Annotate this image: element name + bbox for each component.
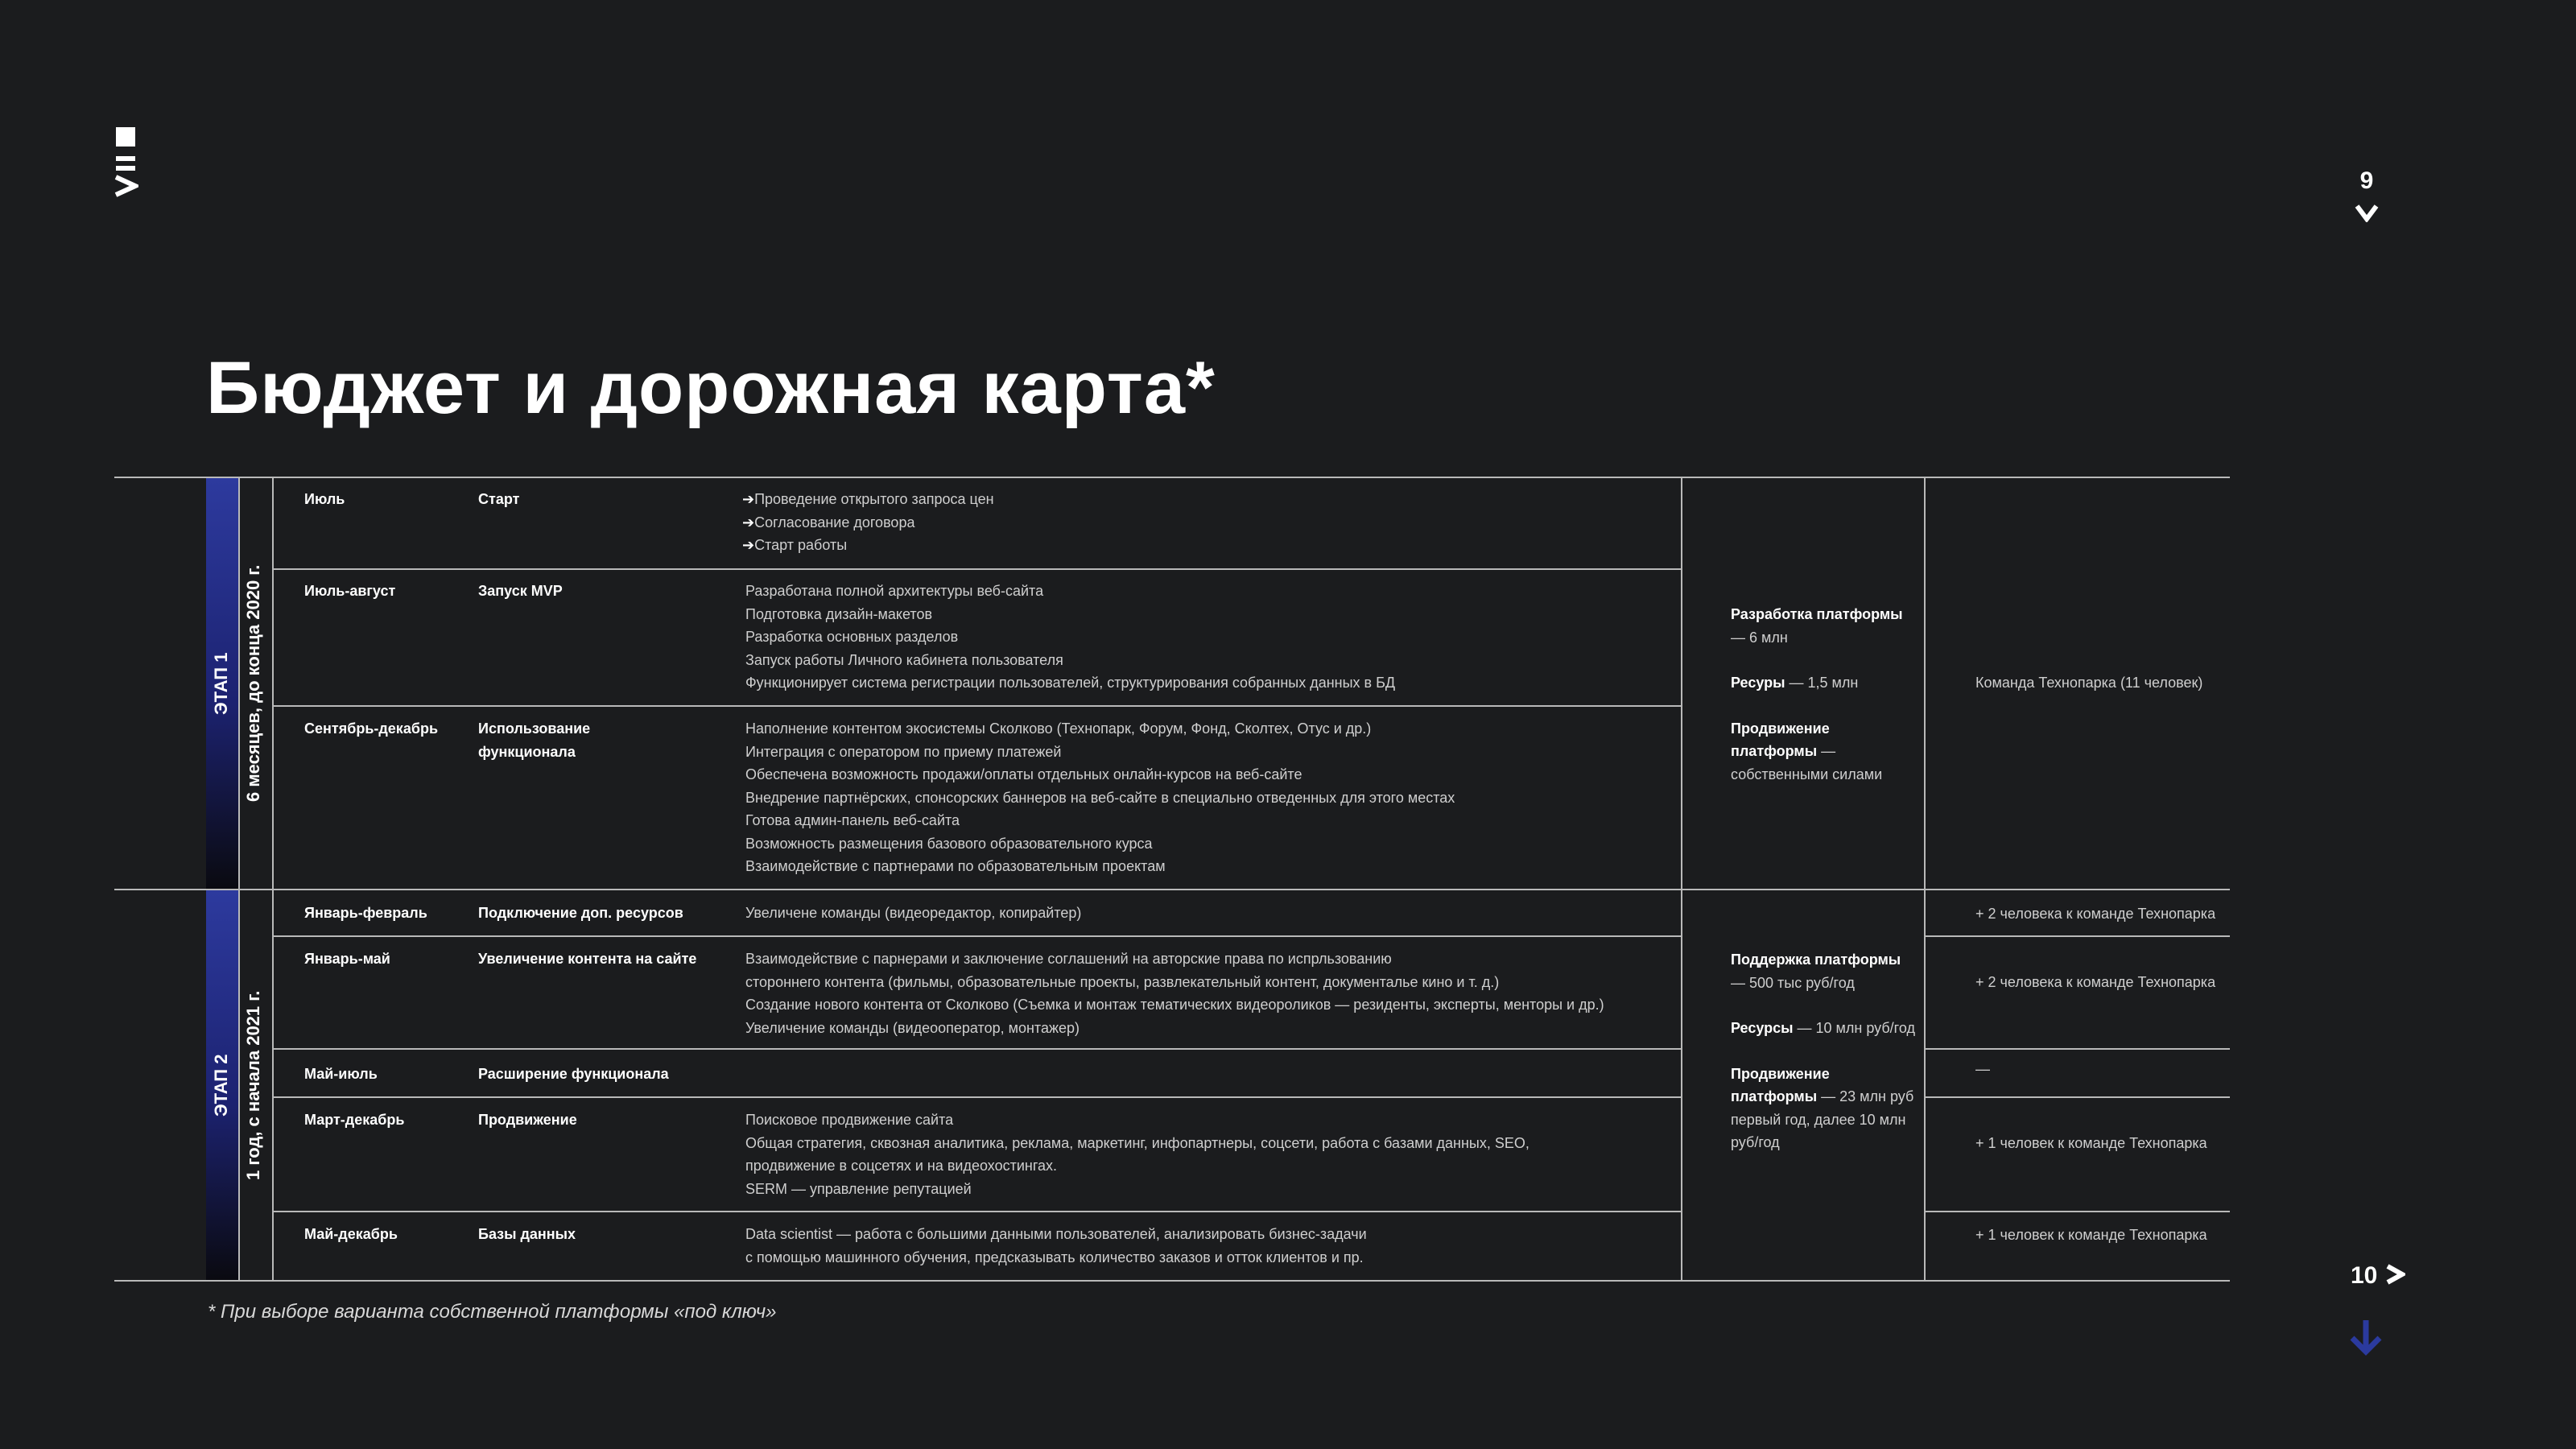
stage2-budget [1731, 948, 1916, 1154]
stage2-row5-name: Базы данных [478, 1226, 576, 1242]
list-item: Готова админ-панель веб-сайта [745, 812, 960, 828]
stage2-row5-period: Май-декабрь [304, 1226, 398, 1242]
stage2-row4-team: + 1 человек к команде Технопарка [1975, 1135, 2207, 1151]
stage1-row1-period: Июль [304, 491, 345, 507]
list-item: Обеспечена возможность продажи/оплаты отдельных онлайн-курсов на веб-сайте [745, 766, 1302, 782]
list-item: Поисковое продвижение сайта [745, 1112, 954, 1128]
list-item: ➔Согласование договора [742, 514, 915, 530]
list-item: с помощью машинного обучения, предсказывать количество заказов и отток клиентов и пр. [745, 1249, 1364, 1265]
stage2-row4-name: Продвижение [478, 1112, 577, 1128]
list-item: Взаимодействие с парнерами и заключение соглашений на авторские права по испрльзованию [745, 951, 1392, 967]
list-item: Увеличене команды (видеоредактор, копирайтер) [745, 905, 1082, 921]
list-item: ➔Старт работы [742, 537, 848, 553]
list-item: Data scientist — работа с большими данными пользователей, анализировать бизнес-задачи [745, 1226, 1367, 1242]
stage2-row3-period: Май-июль [304, 1066, 378, 1082]
stage2-row1-name: Подключение доп. ресурсов [478, 905, 683, 921]
chevron-down-icon [2355, 203, 2379, 222]
stage1-row3-period: Сентябрь-декабрь [304, 720, 439, 737]
chevron-right-icon [2384, 1264, 2405, 1285]
stage2-row2-team: + 2 человека к команде Технопарка [1975, 974, 2216, 990]
stage2-row2-period: Январь-май [304, 951, 390, 967]
list-item: стороннего контента (фильмы, образовательные проекты, развлекательный контент, документалье кино и т. д.) [745, 973, 1500, 990]
list-item: ➔Проведение открытого запроса цен [742, 491, 994, 507]
footnote: * При выборе варианта собственной платформы «под ключ» [208, 1301, 777, 1323]
stage2-row5-team: + 1 человек к команде Технопарка [1975, 1227, 2207, 1243]
stage1-row3-name: Использование функционала [478, 720, 591, 760]
list-item: Подготовка дизайн-макетов [745, 605, 933, 622]
list-item: Взаимодействие с партнерами по образовательным проектам [745, 858, 1166, 874]
stage2-row5-tasks [745, 1223, 1367, 1269]
stage2-row3-team: — [1975, 1061, 1990, 1077]
stage2-row2-name: Увеличение контента на сайте [478, 951, 697, 967]
next-page-number: 10 [2351, 1262, 2378, 1289]
list-item: Функционирует система регистрации пользователей, структурирования собранных данных в БД [745, 675, 1396, 691]
budget-item: Разработка платформы — 6 млн [1731, 606, 1903, 646]
stage1-row2-period: Июль-август [304, 583, 396, 599]
stage2-row1-period: Январь-февраль [304, 905, 427, 921]
stage2-row1-tasks [745, 902, 1081, 925]
page-number: 9 [2359, 167, 2374, 194]
list-item: продвижение в соцсетях и на видеохостингах. [745, 1158, 1058, 1174]
stage-1-label: ЭТАП 1 [211, 652, 231, 715]
budget-item: Поддержка платформы — 500 тыс руб/год [1731, 952, 1901, 991]
budget-item: Ресуры — 1,5 млн [1731, 675, 1859, 691]
next-page-button[interactable] [2351, 1262, 2405, 1290]
stage2-row2-tasks [745, 947, 1604, 1039]
stage1-budget [1731, 603, 1908, 786]
stage2-row4-tasks [745, 1108, 1530, 1200]
stage2-row4-period: Март-декабрь [304, 1112, 405, 1128]
list-item: Запуск работы Личного кабинета пользователя [745, 651, 1063, 668]
arrow-down-icon[interactable] [2346, 1317, 2386, 1357]
list-item: Внедрение партнёрских, спонсорских баннеров на веб-сайте в специально отведенных для этого местах [745, 789, 1455, 806]
logo [113, 126, 138, 196]
list-item: Наполнение контентом экосистемы Сколково (Технопарк, Форум, Фонд, Сколтех, Отус и др.) [745, 720, 1372, 737]
stage-2-period: 1 год, с начала 2021 г. [243, 990, 263, 1180]
budget-item: Продвижение платформы — собственными силами [1731, 720, 1883, 782]
list-item: Разработана полной архитектуры веб-сайта [745, 583, 1044, 599]
stage2-row1-team: + 2 человека к команде Технопарка [1975, 906, 2216, 922]
stage-1-period: 6 месяцев, до конца 2020 г. [243, 564, 263, 803]
budget-item: Ресурсы — 10 млн руб/год [1731, 1020, 1915, 1036]
list-item: Возможность размещения базового образовательного курса [745, 835, 1153, 852]
list-item: Увеличение команды (видеооператор, монтажер) [745, 1019, 1080, 1036]
budget-item: Продвижение платформы — 23 млн руб первый год, далее 10 млн руб/год [1731, 1065, 1914, 1150]
list-item: Разработка основных разделов [745, 629, 959, 645]
page-title: Бюджет и дорожная карта* [206, 347, 1216, 429]
list-item: Создание нового контента от Сколково (Съемка и монтаж тематических видеороликов — резиденты, эксперты, менторы и др.) [745, 997, 1604, 1013]
stage1-row3-tasks [745, 717, 1455, 878]
list-item: SERM — управление репутацией [745, 1180, 972, 1197]
list-item: Интеграция с оператором по приему платежей [745, 743, 1062, 760]
stage1-team: Команда Технопарка (11 человек) [1975, 675, 2203, 691]
stage2-row3-name: Расширение функционала [478, 1066, 669, 1082]
stage1-row2-tasks [745, 580, 1395, 695]
stage1-row1-name: Старт [478, 491, 520, 507]
stage1-row1-tasks [742, 488, 994, 557]
stage-2-label: ЭТАП 2 [211, 1054, 231, 1117]
list-item: Общая стратегия, сквозная аналитика, реклама, маркетинг, инфопартнеры, соцсети, работа с базами данных, SEO, [745, 1134, 1530, 1151]
stage1-row2-name: Запуск MVP [478, 583, 563, 599]
